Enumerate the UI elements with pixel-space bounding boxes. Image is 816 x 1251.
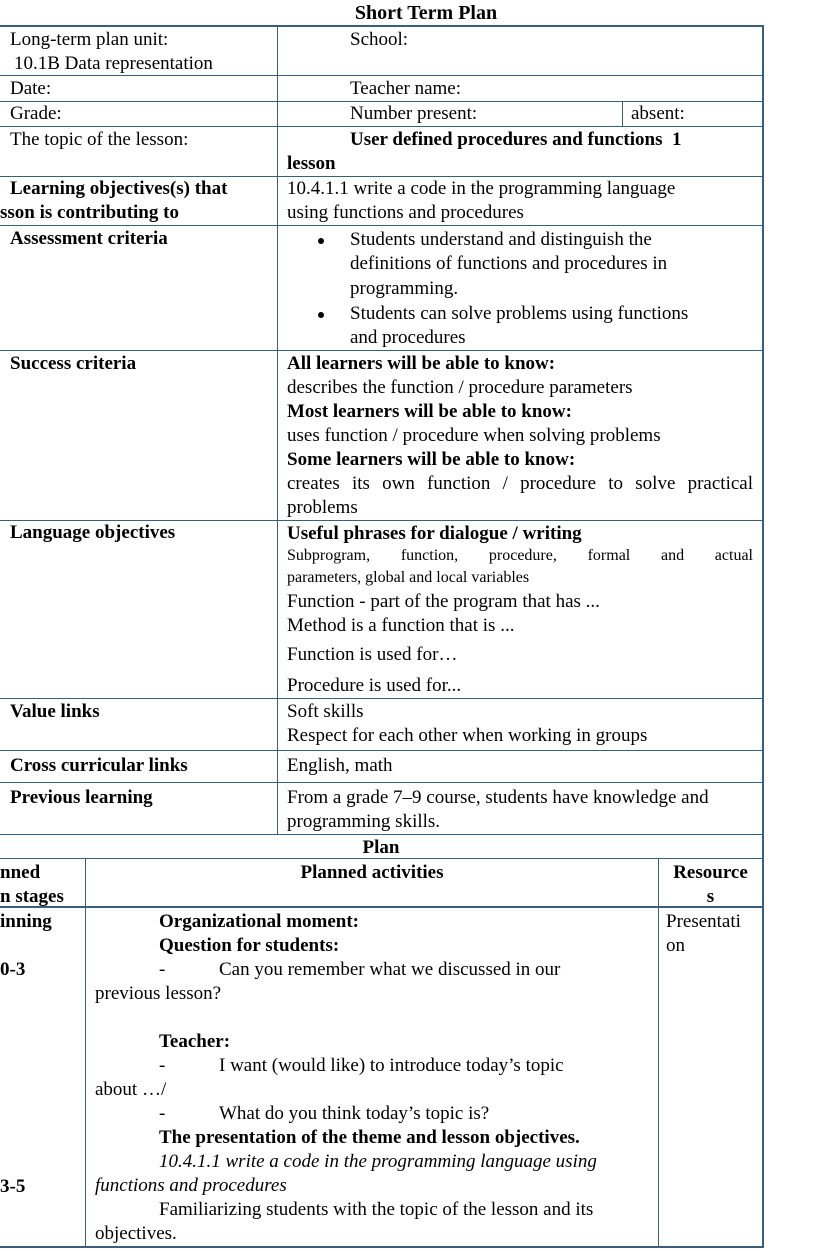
previous-value-line-2: programming skills. <box>287 811 441 832</box>
teacher-1-line-1: I want (would like) to introduce today’s topic <box>219 1055 564 1076</box>
question-1-line-1: Can you remember what we discussed in our <box>219 959 561 980</box>
previous-value-line-1: From a grade 7–9 course, students have knowledge and <box>287 787 709 808</box>
previous-label: Previous learning <box>10 787 153 808</box>
lesson-objective-line-1: 10.4.1.1 write a code in the programming language using <box>159 1151 597 1172</box>
topic-label: The topic of the lesson: <box>10 129 189 150</box>
teacher-label: Teacher name: <box>350 78 462 99</box>
plan-time-2: 3-5 <box>0 1176 26 1197</box>
plan-resource-line-2: on <box>666 935 685 956</box>
plan-title: Plan <box>362 837 400 858</box>
plan-resource-line-1: Presentati <box>666 911 741 932</box>
cross-label: Cross curricular links <box>10 755 188 776</box>
absent-label: absent: <box>631 103 685 124</box>
question-1-line-2: previous lesson? <box>95 983 222 1004</box>
language-phrase-3: Function is used for… <box>287 644 458 665</box>
lesson-objective-line-2: functions and procedures <box>95 1175 287 1196</box>
page-title: Short Term Plan <box>354 2 498 24</box>
plan-col-resources-line-1: Resource <box>673 862 748 883</box>
dash-bullet: - <box>159 1103 166 1124</box>
assessment-bullet-2-line-1: Students can solve problems using functions <box>350 303 689 324</box>
values-label: Value links <box>10 701 100 722</box>
presentation-heading: The presentation of the theme and lesson objectives. <box>159 1127 580 1148</box>
plan-stage-beginning: inning <box>0 911 52 932</box>
topic-value-line-1: User defined procedures and functions 1 <box>350 129 682 150</box>
familiarizing-line-1: Familiarizing students with the topic of the lesson and its <box>159 1199 594 1220</box>
cross-value: English, math <box>287 755 393 776</box>
familiarizing-line-2: objectives. <box>95 1223 177 1244</box>
grade-label: Grade: <box>10 103 62 124</box>
success-some-text-line-1: creates its own function / procedure to solve practical <box>287 473 753 494</box>
assessment-bullet-1-line-3: programming. <box>350 278 459 299</box>
teacher-1-line-2: about …/ <box>95 1079 167 1100</box>
plan-col-resources-line-2: s <box>706 886 715 907</box>
success-all-text: describes the function / procedure parameters <box>287 377 633 398</box>
topic-value-line-2: lesson <box>287 153 336 174</box>
values-line-1: Soft skills <box>287 701 364 722</box>
success-all-heading: All learners will be able to know: <box>287 353 556 374</box>
success-label: Success criteria <box>10 353 137 374</box>
teacher-2: What do you think today’s topic is? <box>219 1103 490 1124</box>
language-phrase-4: Procedure is used for... <box>287 675 462 696</box>
objectives-value-line-2: using functions and procedures <box>287 202 524 223</box>
success-most-text: uses function / procedure when solving problems <box>287 425 661 446</box>
language-label: Language objectives <box>10 522 176 543</box>
objectives-label-line-2: sson is contributing to <box>0 202 179 223</box>
plan-time-1: 0-3 <box>0 959 26 980</box>
unit-label: Long-term plan unit: <box>10 29 169 50</box>
language-phrase-2: Method is a function that is ... <box>287 615 515 636</box>
plan-col-stage-line-1: nned <box>0 862 41 883</box>
date-label: Date: <box>10 78 52 99</box>
objectives-value-line-1: 10.4.1.1 write a code in the programming language <box>287 178 676 199</box>
plan-col-stage-line-2: n stages <box>0 886 64 907</box>
objectives-label-line-1: Learning objectives(s) that <box>10 178 228 199</box>
language-vocab-line-1: Subprogram, function, procedure, formal and actual <box>287 547 753 564</box>
assessment-label: Assessment criteria <box>10 228 168 249</box>
bullet-icon <box>318 312 324 318</box>
assessment-bullet-1-line-2: definitions of functions and procedures in <box>350 253 668 274</box>
teacher-heading: Teacher: <box>159 1031 231 1052</box>
success-some-heading: Some learners will be able to know: <box>287 449 576 470</box>
number-present-label: Number present: <box>350 103 478 124</box>
language-vocab-line-2: parameters, global and local variables <box>287 569 530 586</box>
bullet-icon <box>318 238 324 244</box>
language-heading: Useful phrases for dialogue / writing <box>287 523 582 544</box>
plan-col-activities: Planned activities <box>300 862 444 883</box>
dash-bullet: - <box>159 959 166 980</box>
assessment-bullet-2-line-2: and procedures <box>350 327 466 348</box>
school-label: School: <box>350 29 409 50</box>
assessment-bullet-1-line-1: Students understand and distinguish the <box>350 229 652 250</box>
unit-value: 10.1B Data representation <box>14 53 213 74</box>
values-line-2: Respect for each other when working in groups <box>287 725 648 746</box>
language-phrase-1: Function - part of the program that has ... <box>287 591 600 612</box>
dash-bullet: - <box>159 1055 166 1076</box>
question-heading: Question for students: <box>159 935 340 956</box>
success-most-heading: Most learners will be able to know: <box>287 401 572 422</box>
success-some-text-line-2: problems <box>287 497 358 518</box>
org-moment-heading: Organizational moment: <box>159 911 360 932</box>
